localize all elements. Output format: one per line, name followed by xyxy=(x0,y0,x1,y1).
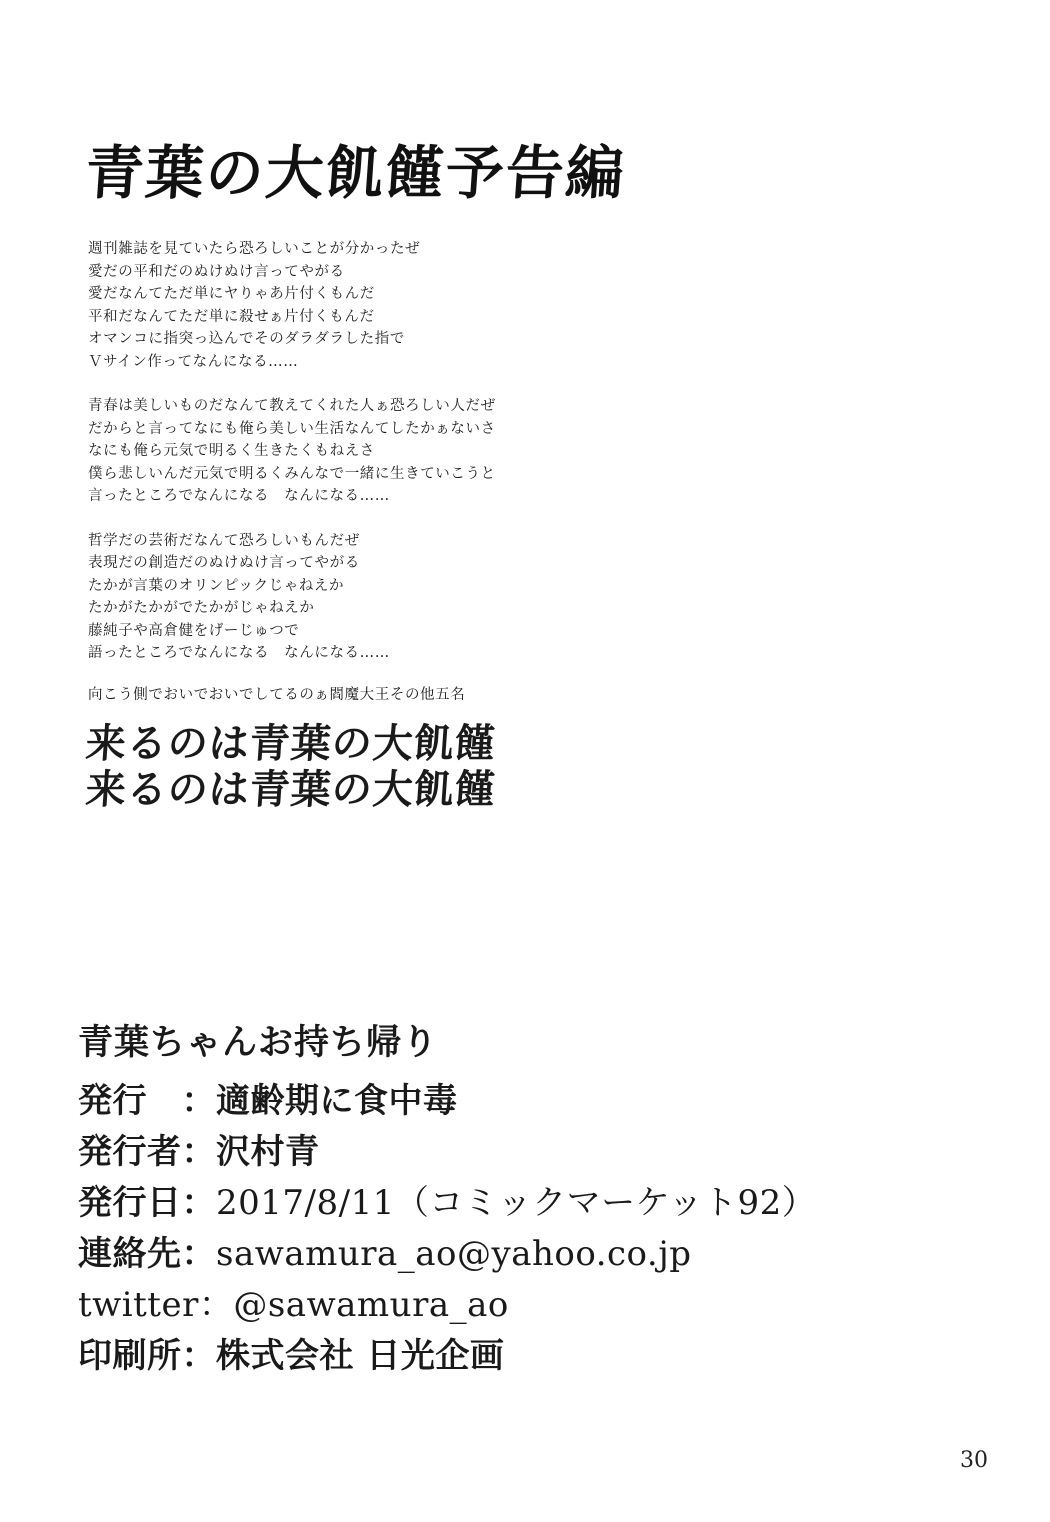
shout-lead-line: 向こう側でおいでおいでしてるのぁ閻魔大王その他五名 xyxy=(88,687,466,703)
poem-line: たかがたかがでたかがじゃねえか xyxy=(88,600,315,616)
colophon-row xyxy=(78,1331,978,1382)
colophon-row xyxy=(78,1178,978,1229)
colophon-value-twitter[interactable]: @sawamura_ao xyxy=(233,1285,509,1325)
poem-line: Ｖサイン作ってなんになる…… xyxy=(88,353,299,370)
poem-body xyxy=(88,238,708,687)
poem-line: 平和だなんてただ単に殺せぁ片付くもんだ xyxy=(88,308,375,325)
colophon xyxy=(78,1020,978,1382)
poem-line: だからと言ってなにも俺ら美しい生活なんてしたかぁないさ xyxy=(88,420,496,437)
poem-line: 愛だの平和だのぬけぬけ言ってやがる xyxy=(88,263,345,280)
poem-line: 哲学だの芸術だなんて恐ろしいもんだぜ xyxy=(88,532,360,549)
poem-stanza xyxy=(88,395,708,508)
colophon-row xyxy=(78,1127,978,1178)
poem-line: 藤純子や高倉健をげーじゅつで xyxy=(88,622,300,639)
poem-line: 週刊雑誌を見ていたら恐ろしいことが分かったぜ xyxy=(88,241,421,257)
colophon-label: 連絡先 xyxy=(78,1234,182,1274)
poem-line: 僕ら悲しいんだ元気で明るくみんなで一緒に生きていこうと xyxy=(88,465,496,482)
poem-line: たかが言葉のオリンピックじゃねえか xyxy=(88,577,345,594)
poem-line: 言ったところでなんになる なんになる…… xyxy=(88,488,390,504)
colophon-value: 2017/8/11（コミックマーケット92） xyxy=(216,1183,817,1223)
shout-line: 来るのは青葉の大飢饉 xyxy=(84,720,498,767)
poem-line: 愛だなんてただ単にヤりゃあ片付くもんだ xyxy=(88,286,375,302)
colophon-value: 株式会社 日光企画 xyxy=(216,1336,505,1376)
colophon-separator: ： xyxy=(181,1336,216,1376)
poem-stanza xyxy=(88,530,708,665)
poem-line: 青春は美しいものだなんて教えてくれた人ぁ恐ろしい人だぜ xyxy=(88,398,496,414)
colophon-row xyxy=(78,1280,978,1331)
colophon-label: twitter xyxy=(78,1285,199,1325)
colophon-title: 青葉ちゃんお持ち帰り xyxy=(78,1023,439,1063)
colophon-value: 適齢期に食中毒 xyxy=(216,1081,458,1121)
shout-line: 来るのは青葉の大飢饉 xyxy=(84,766,498,813)
colophon-row xyxy=(78,1229,978,1280)
colophon-value: 沢村青 xyxy=(216,1132,320,1172)
colophon-separator: ： xyxy=(181,1234,216,1274)
colophon-row xyxy=(78,1076,978,1127)
preview-title: 青葉の大飢饉予告編 xyxy=(83,139,629,207)
colophon-value-email[interactable]: sawamura_ao@yahoo.co.jp xyxy=(216,1234,692,1274)
colophon-label: 印刷所 xyxy=(78,1336,182,1376)
colophon-separator: ： xyxy=(198,1285,234,1325)
poem-line: 語ったところでなんになる なんになる…… xyxy=(88,645,390,661)
colophon-separator: ： xyxy=(181,1132,216,1172)
poem-line: オマンコに指突っ込んでそのダラダラした指で xyxy=(88,331,405,347)
colophon-separator: ： xyxy=(181,1183,216,1223)
poem-stanza xyxy=(88,238,708,373)
colophon-label: 発行日 xyxy=(78,1183,182,1223)
colophon-label: 発行 xyxy=(78,1081,147,1121)
poem-line: 表現だの創造だのぬけぬけ言ってやがる xyxy=(88,555,360,571)
poem-line: なにも俺ら元気で明るく生きたくもねえさ xyxy=(88,443,375,459)
colophon-label: 発行者 xyxy=(78,1132,182,1172)
page-number: 30 xyxy=(960,1448,988,1473)
colophon-separator: ： xyxy=(147,1081,216,1121)
